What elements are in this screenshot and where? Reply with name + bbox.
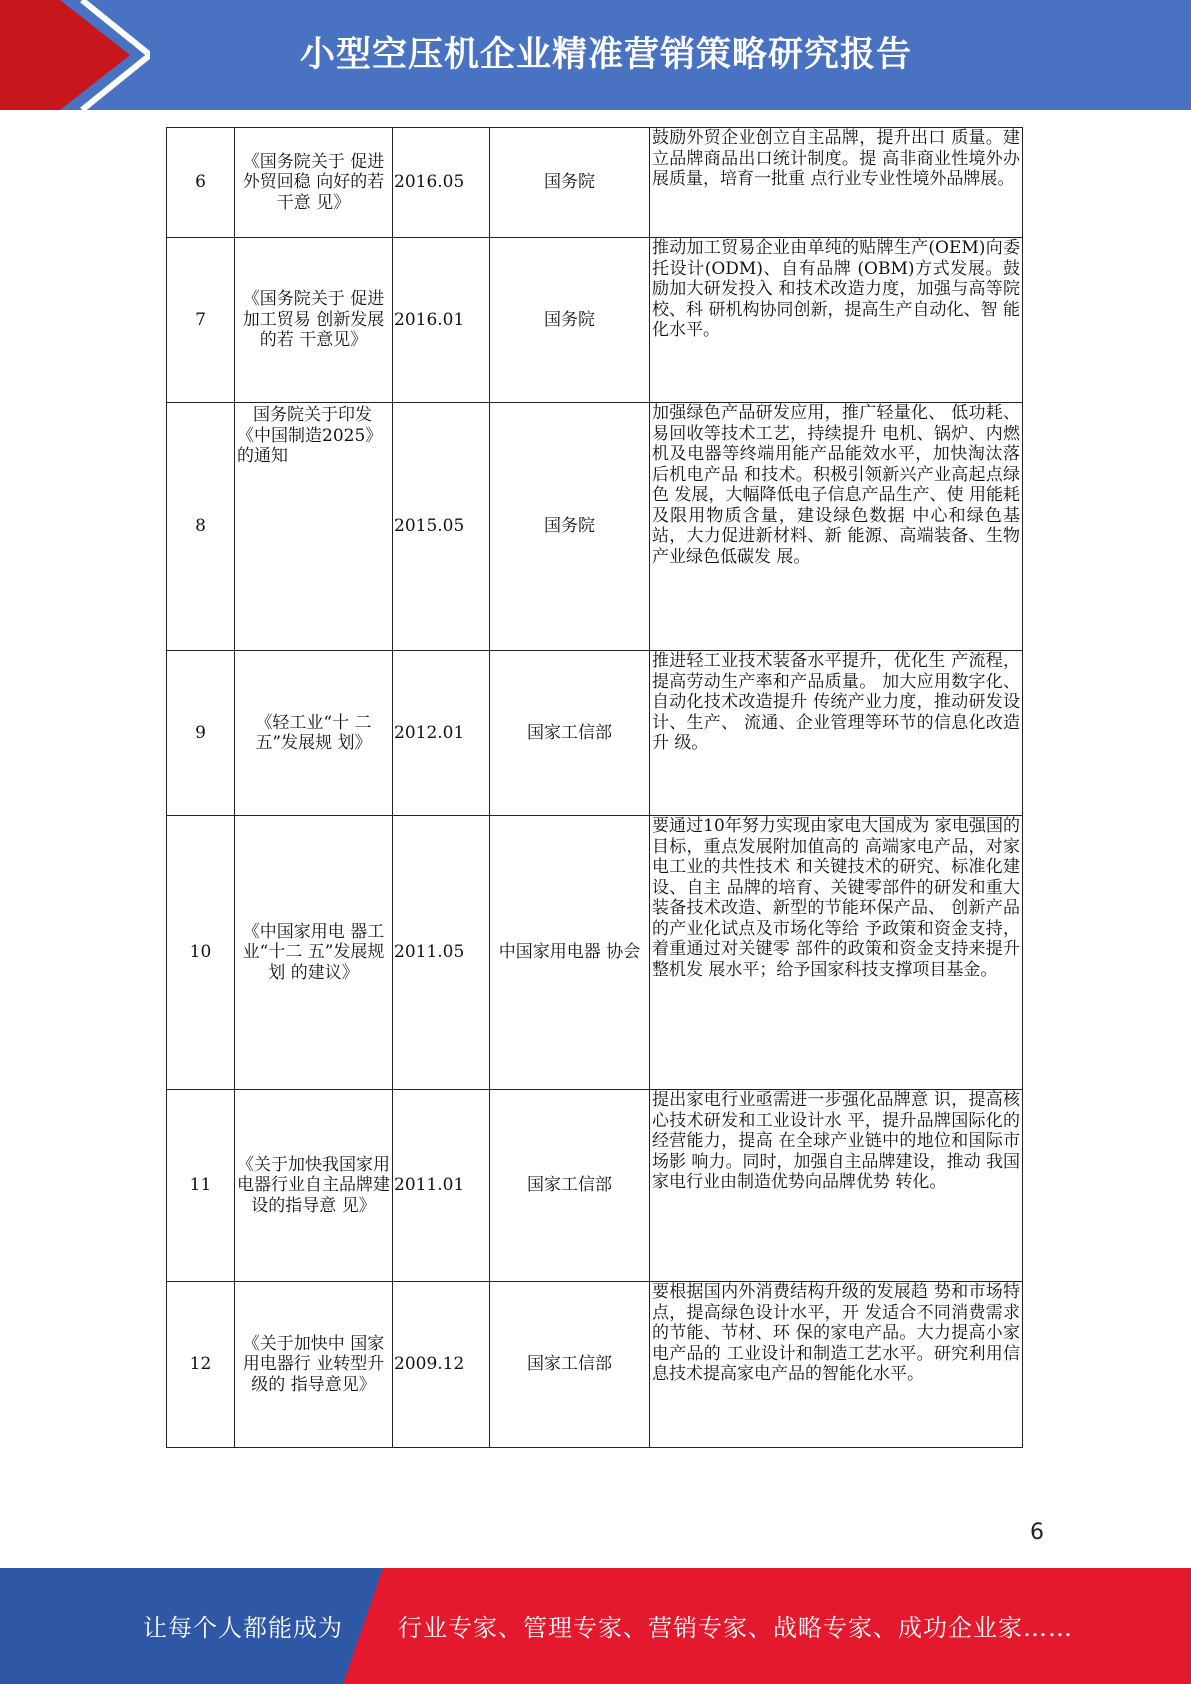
policy-content: 提出家电行业亟需进一步强化品牌意 识，提高核心技术研发和工业设计水 平，提升品牌国际化的经营能力，提高 在全球产业链中的地位和国际市场影 响力。同时，加强自主品牌建设，推动 我国家电行业由制造优势向品牌优势 转化。 (650, 1090, 1023, 1282)
row-number: 6 (167, 128, 235, 238)
policy-title: 《关于加快中 国家用电器行 业转型升级的 指导意见》 (235, 1282, 393, 1448)
page-number: 6 (1030, 1520, 1044, 1545)
row-number: 10 (167, 816, 235, 1090)
policy-title: 国务院关于印发《中国制造2025》的通知 (235, 403, 393, 651)
policy-content: 推动加工贸易企业由单纯的贴牌生产(OEM)向委托设计(ODM)、自有品牌 (OBM)方式发展。鼓励加大研发投入 和技术改造力度，加强与高等院校、科 研机构协同创新，提高生产自动化、智 能化水平。 (650, 238, 1023, 403)
policy-content: 推进轻工业技术装备水平提升，优化生 产流程，提高劳动生产率和产品质量。 加大应用数字化、自动化技术改造提升 传统产业力度，推动研发设计、生产、 流通、企业管理等环节的信息化改造升 级。 (650, 651, 1023, 816)
footer-slogan-left: 让每个人都能成为 (143, 1614, 343, 1642)
table-row (167, 1090, 1023, 1282)
policy-title: 《轻工业“十 二五”发展规 划》 (235, 651, 393, 816)
header-arrow-decoration (0, 0, 150, 110)
table-row (167, 128, 1023, 238)
policy-date: 2016.01 (393, 238, 490, 403)
page-footer (0, 1568, 1191, 1684)
footer-slogan-right: 行业专家、管理专家、营销专家、战略专家、成功企业家…… (398, 1614, 1073, 1642)
policy-date: 2015.05 (393, 403, 490, 651)
table-row (167, 1282, 1023, 1448)
policy-content: 要通过10年努力实现由家电大国成为 家电强国的目标，重点发展附加值高的 高端家电产品，对家电工业的共性技术 和关键技术的研究、标准化建设、自主 品牌的培育、关键零部件的研发和重大 装备技术改造、新型的节能环保产品、 创新产品的产业化试点及市场化等给 予政策和资金支持，着重通过对关键零 部件的政策和资金支持来提升整机发 展水平；给予国家科技支撑项目基金。 (650, 816, 1023, 1090)
report-title: 小型空压机企业精准营销策略研究报告 (300, 35, 913, 75)
table-row (167, 403, 1023, 651)
policy-content: 鼓励外贸企业创立自主品牌，提升出口 质量。建立品牌商品出口统计制度。提 高非商业性境外办展质量，培育一批重 点行业专业性境外品牌展。 (650, 128, 1023, 238)
policy-issuer: 国家工信部 (490, 1282, 650, 1448)
policy-table (166, 127, 1023, 1448)
policy-title: 《国务院关于 促进加工贸易 创新发展的若 干意见》 (235, 238, 393, 403)
table-row (167, 816, 1023, 1090)
row-number: 9 (167, 651, 235, 816)
policy-date: 2011.05 (393, 816, 490, 1090)
page-header (0, 0, 1191, 110)
policy-date: 2011.01 (393, 1090, 490, 1282)
policy-issuer: 国家工信部 (490, 1090, 650, 1282)
policy-date: 2016.05 (393, 128, 490, 238)
table-row (167, 651, 1023, 816)
policy-issuer: 国务院 (490, 403, 650, 651)
policy-date: 2009.12 (393, 1282, 490, 1448)
row-number: 7 (167, 238, 235, 403)
policy-issuer: 国家工信部 (490, 651, 650, 816)
policy-content: 要根据国内外消费结构升级的发展趋 势和市场特点，提高绿色设计水平，开 发适合不同消费需求的节能、节材、环 保的家电产品。大力提高小家电产品的 工业设计和制造工艺水平。研究利用信 息技术提高家电产品的智能化水平。 (650, 1282, 1023, 1448)
policy-issuer: 中国家用电器 协会 (490, 816, 650, 1090)
policy-title: 《关于加快我国家用电器行业自主品牌建设的指导意 见》 (235, 1090, 393, 1282)
policy-date: 2012.01 (393, 651, 490, 816)
row-number: 8 (167, 403, 235, 651)
policy-issuer: 国务院 (490, 238, 650, 403)
row-number: 11 (167, 1090, 235, 1282)
policy-content: 加强绿色产品研发应用，推广轻量化、 低功耗、易回收等技术工艺，持续提升 电机、锅炉、内燃机及电器等终端用能产品能效水平，加快淘汰落后机电产品 和技术。积极引领新兴产业高起点绿色 发展，大幅降低电子信息产品生产、使 用能耗及限用物质含量，建设绿色数据 中心和绿色基站，大力促进新材料、新 能源、高端装备、生物产业绿色低碳发 展。 (650, 403, 1023, 651)
policy-table-wrapper (166, 127, 1023, 1448)
table-row (167, 238, 1023, 403)
policy-title: 《中国家用电 器工业“十二 五”发展规划 的建议》 (235, 816, 393, 1090)
policy-issuer: 国务院 (490, 128, 650, 238)
policy-title: 《国务院关于 促进外贸回稳 向好的若干意 见》 (235, 128, 393, 238)
row-number: 12 (167, 1282, 235, 1448)
